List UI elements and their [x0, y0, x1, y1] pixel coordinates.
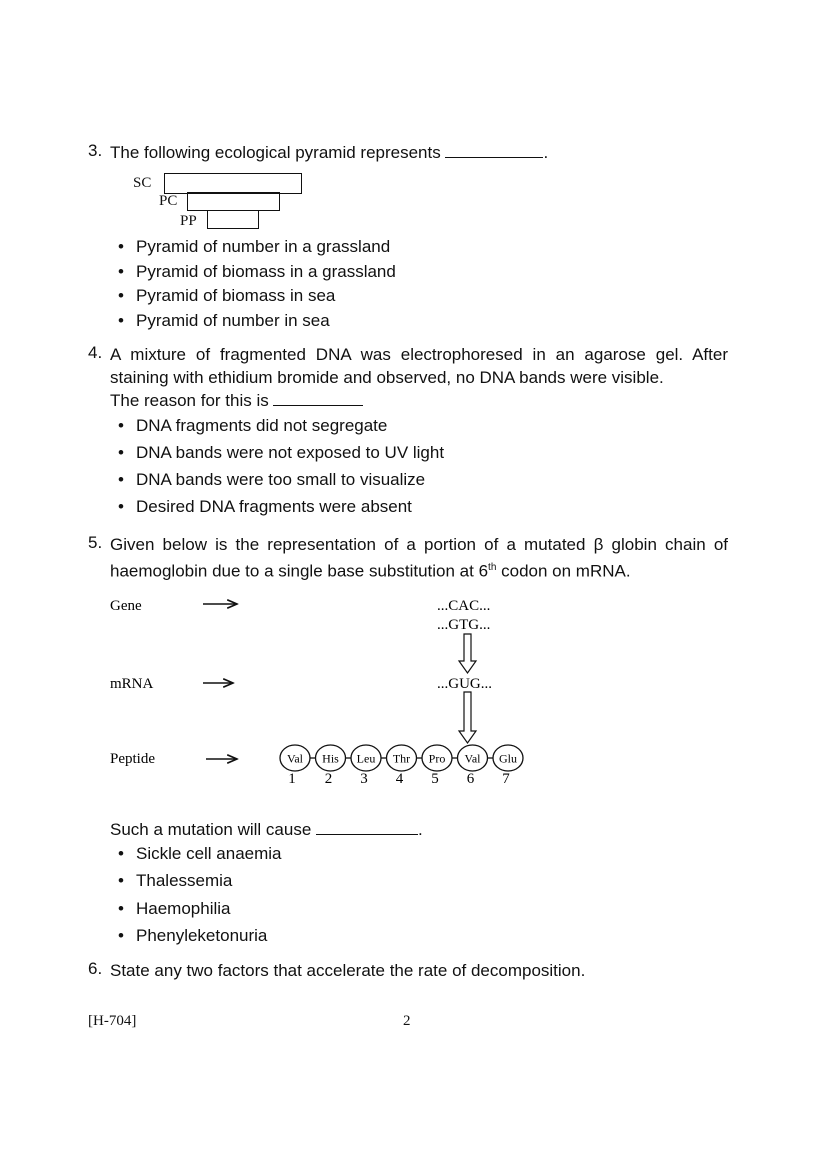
q3-option-1: • Pyramid of number in a grassland [118, 237, 391, 256]
gene-bottom-strand: ...GTG... [437, 617, 491, 633]
pyramid-label-pc: PC [159, 193, 178, 209]
q5-option-4: • Phenyleketonuria [118, 926, 268, 945]
position-number-2: 2 [324, 771, 333, 787]
amino-acid-label-5: Pro [428, 751, 446, 766]
q5-answer-blank [316, 820, 418, 835]
position-number-1: 1 [288, 771, 296, 787]
q4-option-2: • DNA bands were not exposed to UV light [118, 443, 445, 462]
q3-option-2: • Pyramid of biomass in a grassland [118, 262, 396, 281]
q6-prompt: State any two factors that accelerate the rate of decomposition. [110, 961, 586, 980]
q5-option-3: • Haemophilia [118, 899, 231, 918]
paper-code: [H-704] [88, 1013, 137, 1029]
q5-number: 5. [88, 533, 103, 552]
pyramid-label-sc: SC [133, 175, 152, 191]
q3-option-4: • Pyramid of number in sea [118, 311, 330, 330]
position-number-7: 7 [502, 771, 510, 787]
translation-arrow [459, 692, 476, 743]
q4-number: 4. [88, 343, 103, 362]
q3-prompt: The following ecological pyramid represents . [110, 143, 549, 162]
q4-option-1: • DNA fragments did not segregate [118, 416, 388, 435]
row-label-peptide: Peptide [110, 751, 155, 767]
q4-prompt-2: The reason for this is [110, 389, 363, 412]
amino-acid-label-6: Val [464, 751, 481, 766]
gene-top-strand: ...CAC... [437, 598, 491, 614]
q6-number: 6. [88, 959, 103, 978]
q3-number: 3. [88, 141, 103, 160]
transcription-arrow [459, 634, 476, 673]
q4-option-3: • DNA bands were too small to visualize [118, 470, 426, 489]
row-label-mrna: mRNA [110, 676, 154, 692]
q5-question: Such a mutation will cause . [110, 820, 423, 839]
mrna-sequence: ...GUG... [437, 676, 492, 692]
amino-acid-label-2: His [322, 751, 339, 766]
q4-option-4: • Desired DNA fragments were absent [118, 497, 412, 516]
q5-option-2: • Thalessemia [118, 871, 233, 890]
q5-option-1: • Sickle cell anaemia [118, 844, 282, 863]
q5-prompt: Given below is the representation of a portion of a mutated β globin chain of haemoglobin due to a single base substitution at 6th codon on mRNA. [110, 535, 728, 581]
amino-acid-label-3: Leu [356, 751, 376, 766]
position-number-3: 3 [360, 771, 368, 787]
peptide-chain [280, 745, 523, 787]
amino-acid-label-1: Val [287, 751, 303, 766]
position-number-4: 4 [395, 771, 404, 787]
amino-acid-label-7: Glu [499, 751, 517, 766]
position-number-5: 5 [431, 771, 439, 787]
row-label-gene: Gene [110, 598, 142, 614]
position-number-6: 6 [466, 771, 475, 787]
amino-acid-label-4: Thr [392, 751, 411, 766]
q3-option-3: • Pyramid of biomass in sea [118, 286, 336, 305]
pyramid-label-pp: PP [180, 213, 197, 229]
page-number: 2 [403, 1013, 411, 1029]
q4-prompt: A mixture of fragmented DNA was electrophoresed in an agarose gel. After staining with ethidium bromide and observed, no DNA bands were visible. [110, 345, 728, 387]
